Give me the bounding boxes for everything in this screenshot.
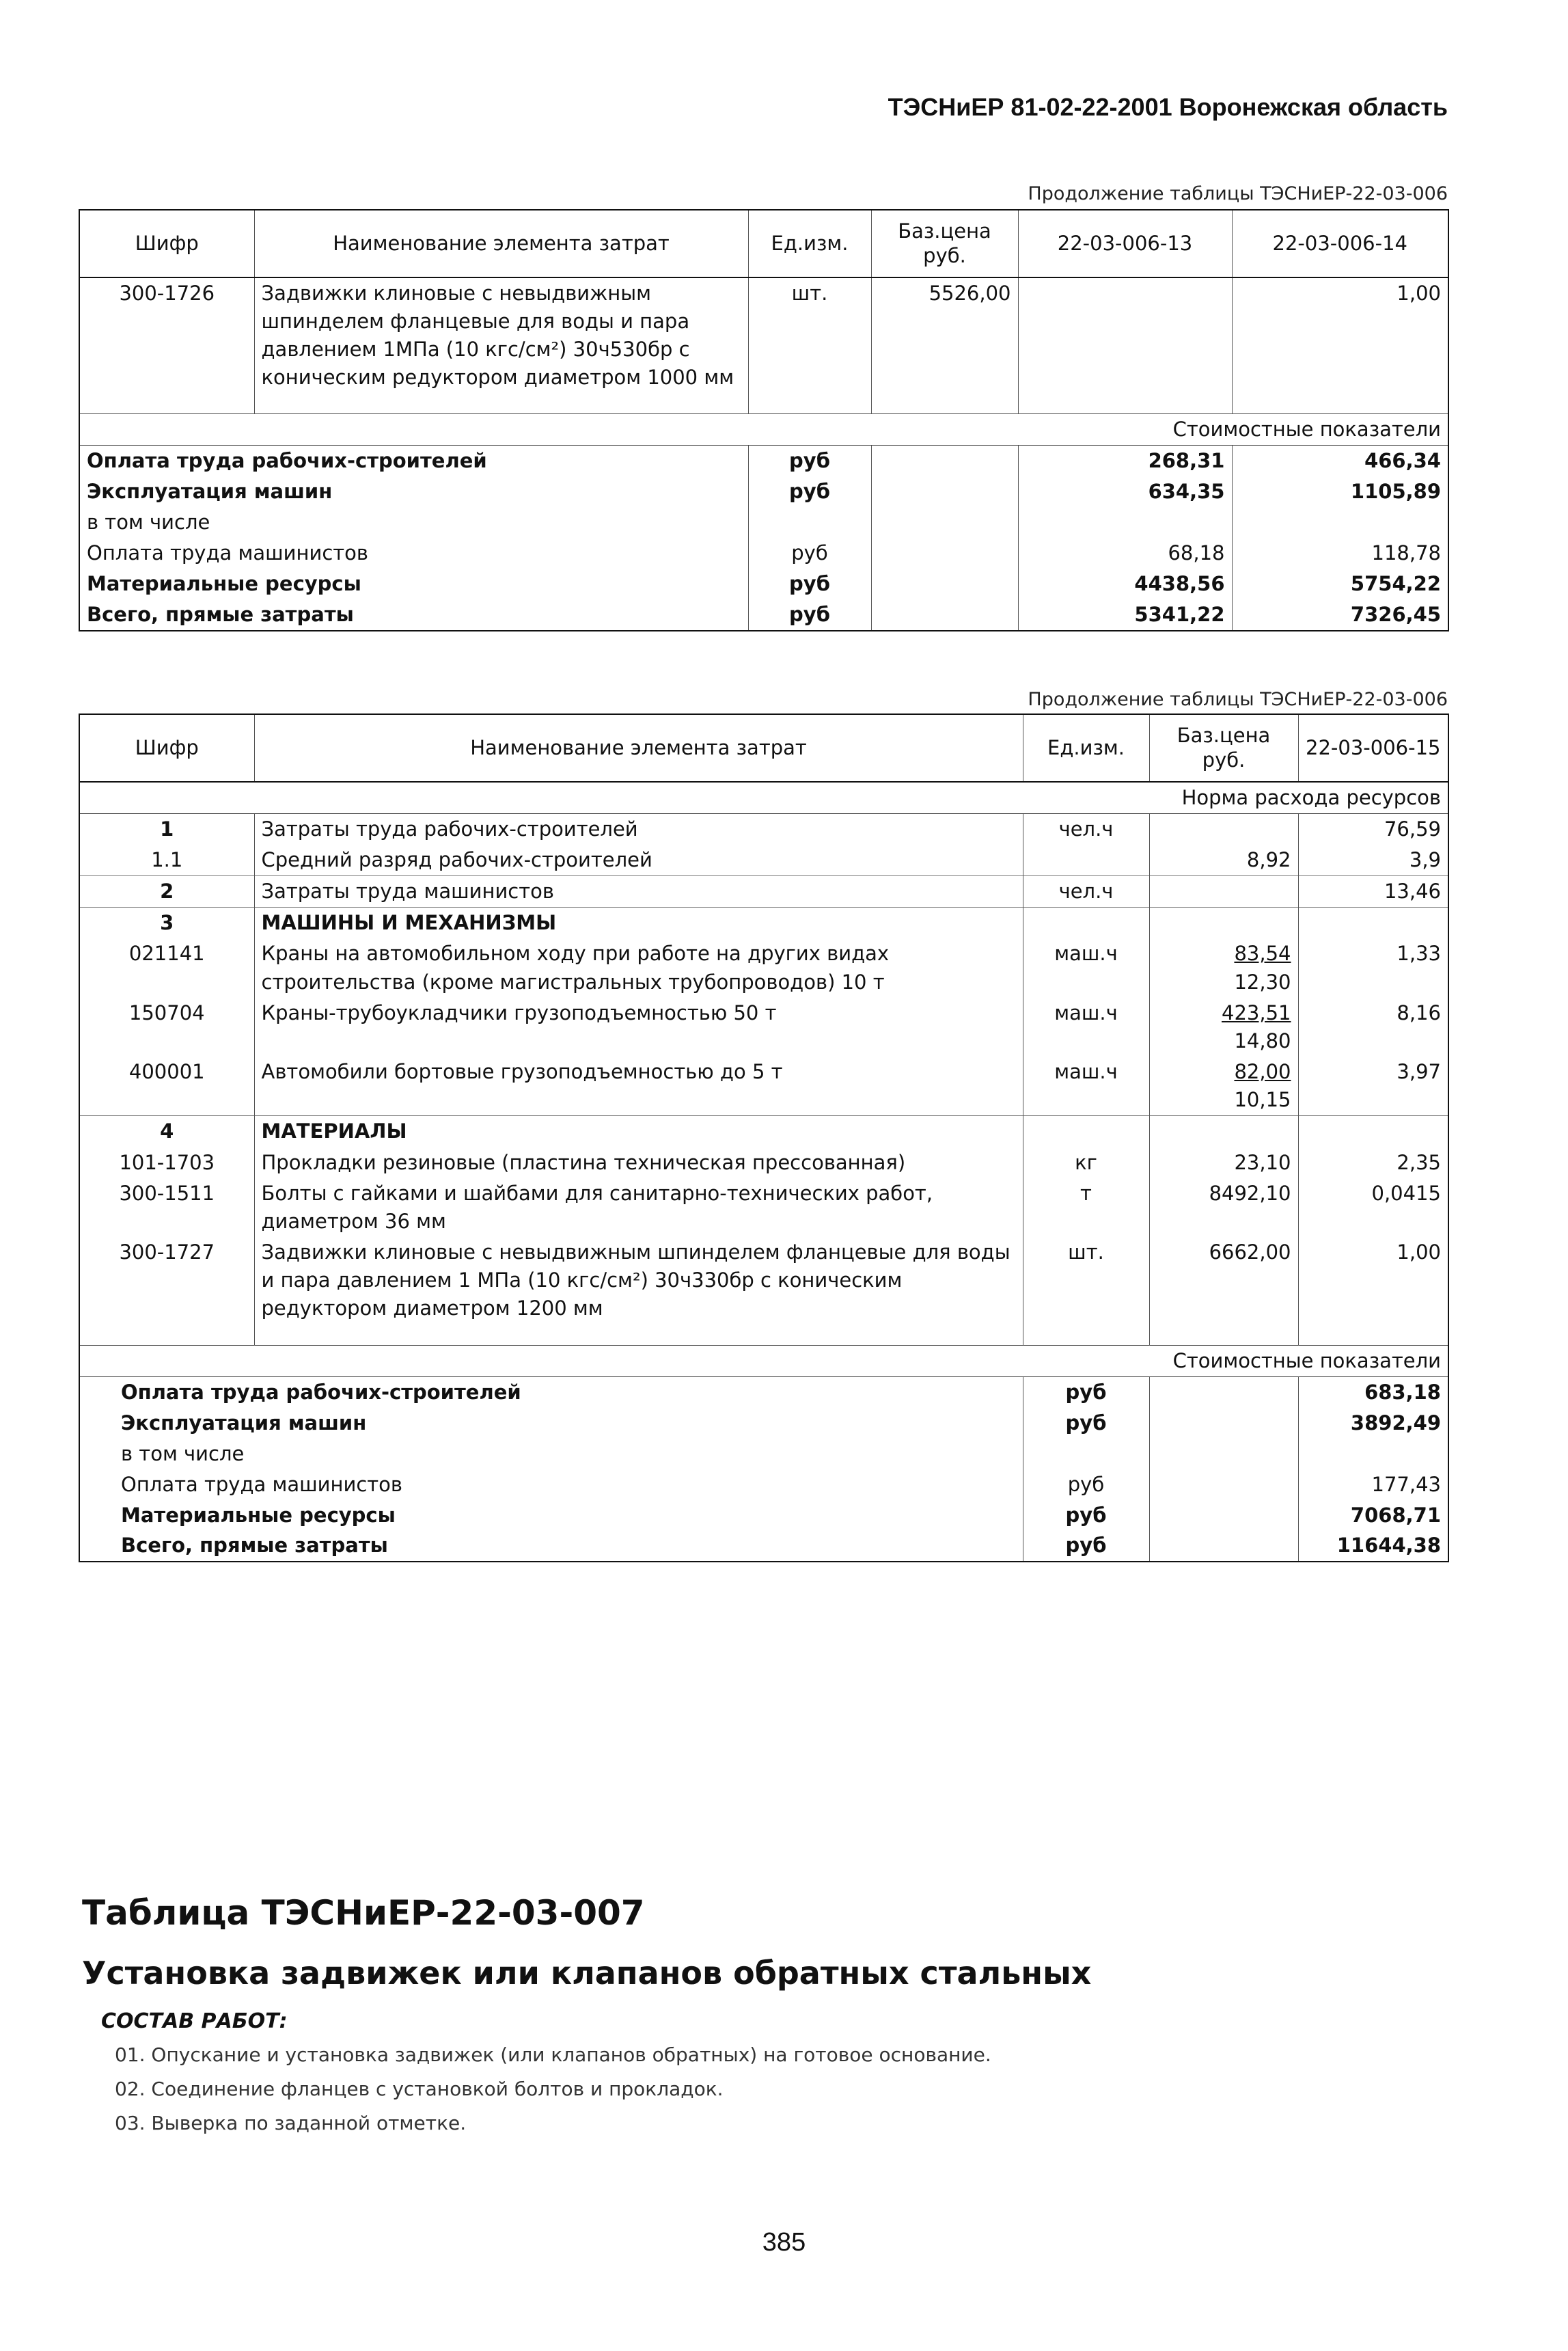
- row-name: Краны-трубоукладчики грузоподъемностью 50 т: [254, 998, 1023, 1057]
- table-row: [79, 277, 1448, 394]
- section-table-title: Таблица ТЭСНиЕР-22-03-007: [82, 1893, 645, 1933]
- total-col-13: 4438,56: [1018, 569, 1232, 599]
- header-name: Наименование элемента затрат: [254, 210, 748, 277]
- total-row: [79, 599, 1448, 631]
- item-unit: шт.: [748, 277, 871, 394]
- item-name: Задвижки клиновые с невыдвижным шпинделем фланцевые для воды и пара давлением 1МПа (10 кгс/см²) 30ч530бр с коническим редуктором диаметром 1000 мм: [254, 277, 748, 394]
- total-col-14: 466,34: [1232, 446, 1448, 476]
- row-unit: маш.ч: [1023, 1057, 1149, 1116]
- resource-table-1: [79, 209, 1449, 631]
- row-price: 423,51: [1222, 1001, 1291, 1024]
- row-value: 8,16: [1298, 998, 1448, 1057]
- header-code: Шифр: [79, 210, 254, 277]
- header-unit: Ед.изм.: [748, 210, 871, 277]
- table-row: [79, 813, 1448, 845]
- total-value: 683,18: [1298, 1376, 1448, 1407]
- cost-section-row: [79, 414, 1448, 446]
- works-list: [115, 2043, 991, 2146]
- row-name: МАШИНЫ И МЕХАНИЗМЫ: [254, 908, 1023, 939]
- row-unit: чел.ч: [1023, 876, 1149, 908]
- total-col-14: 5754,22: [1232, 569, 1448, 599]
- row-price: 23,10: [1149, 1147, 1298, 1178]
- row-value: 1,33: [1298, 938, 1448, 997]
- total-label: Эксплуатация машин: [79, 476, 748, 507]
- row-code: 101-1703: [79, 1147, 254, 1178]
- table-row: [79, 876, 1448, 908]
- item-col-13: [1018, 277, 1232, 394]
- row-value: 13,46: [1298, 876, 1448, 908]
- table2-continuation-caption: Продолжение таблицы ТЭСНиЕР-22-03-006: [1028, 689, 1448, 710]
- row-unit: т: [1023, 1178, 1149, 1237]
- row-code: 150704: [79, 998, 254, 1057]
- row-name: МАТЕРИАЛЫ: [254, 1116, 1023, 1147]
- total-unit: руб: [748, 446, 871, 476]
- row-code: 300-1727: [79, 1237, 254, 1324]
- row-price: 8492,10: [1149, 1178, 1298, 1237]
- row-name: Затраты труда машинистов: [254, 876, 1023, 908]
- row-code: 400001: [79, 1057, 254, 1116]
- total-unit: руб: [748, 569, 871, 599]
- item-code: 300-1726: [79, 277, 254, 394]
- works-heading: СОСТАВ РАБОТ:: [101, 2009, 288, 2033]
- header-col-15: 22-03-006-15: [1298, 714, 1448, 782]
- total-col-13: 68,18: [1018, 538, 1232, 569]
- header-code: Шифр: [79, 714, 254, 782]
- row-unit: шт.: [1023, 1237, 1149, 1324]
- total-row: [79, 476, 1448, 507]
- total-unit: руб: [1023, 1469, 1149, 1500]
- item-price: 5526,00: [871, 277, 1018, 394]
- row-value: 3,97: [1298, 1057, 1448, 1116]
- total-label: в том числе: [79, 1439, 1023, 1469]
- running-header: ТЭСНиЕР 81-02-22-2001 Воронежская область: [888, 93, 1448, 121]
- row-name: Прокладки резиновые (пластина техническая прессованная): [254, 1147, 1023, 1178]
- total-row: [79, 538, 1448, 569]
- table1-continuation-caption: Продолжение таблицы ТЭСНиЕР-22-03-006: [1028, 183, 1448, 204]
- table-row: [79, 1057, 1448, 1116]
- row-price-secondary: 14,80: [1234, 1029, 1291, 1052]
- total-row: [79, 569, 1448, 599]
- total-label: в том числе: [79, 507, 748, 538]
- total-unit: руб: [1023, 1408, 1149, 1439]
- header-col-13: 22-03-006-13: [1018, 210, 1232, 277]
- row-code: 1.1: [79, 845, 254, 876]
- header-price: Баз.цена руб.: [1149, 714, 1298, 782]
- total-row: [79, 1530, 1448, 1562]
- total-value: 177,43: [1298, 1469, 1448, 1500]
- total-row: [79, 1376, 1448, 1407]
- table-row: [79, 938, 1448, 997]
- row-price: 6662,00: [1149, 1237, 1298, 1324]
- total-row: [79, 507, 1448, 538]
- section-subtitle: Установка задвижек или клапанов обратных стальных: [82, 1955, 1092, 1992]
- total-unit: руб: [748, 599, 871, 631]
- row-value: 76,59: [1298, 813, 1448, 845]
- total-col-14: 118,78: [1232, 538, 1448, 569]
- table-row: [79, 998, 1448, 1057]
- list-item: 02. Соединение фланцев с установкой болтов и прокладок.: [115, 2078, 724, 2100]
- list-item: 03. Выверка по заданной отметке.: [115, 2112, 467, 2134]
- total-label: Оплата труда рабочих-строителей: [79, 446, 748, 476]
- page-number: 385: [762, 2228, 806, 2257]
- cost-section-label: Стоимостные показатели: [79, 414, 1448, 446]
- row-name: Краны на автомобильном ходу при работе на других видах строительства (кроме магистральных трубопроводов) 10 т: [254, 938, 1023, 997]
- row-name: Затраты труда рабочих-строителей: [254, 813, 1023, 845]
- row-price: [1149, 813, 1298, 845]
- row-price: 82,00: [1234, 1060, 1291, 1084]
- row-code: 4: [79, 1116, 254, 1147]
- total-label: Материальные ресурсы: [79, 1500, 1023, 1531]
- row-price: 83,54: [1234, 942, 1291, 966]
- row-unit: маш.ч: [1023, 938, 1149, 997]
- row-name: Автомобили бортовые грузоподъемностью до 5 т: [254, 1057, 1023, 1116]
- row-price-secondary: 10,15: [1234, 1088, 1291, 1112]
- total-label: Материальные ресурсы: [79, 569, 748, 599]
- table-row: [79, 845, 1448, 876]
- item-col-14: 1,00: [1232, 277, 1448, 394]
- header-unit: Ед.изм.: [1023, 714, 1149, 782]
- total-label: Оплата труда машинистов: [79, 538, 748, 569]
- row-code: 2: [79, 876, 254, 908]
- row-code: 300-1511: [79, 1178, 254, 1237]
- norm-section-label: Норма расхода ресурсов: [79, 782, 1448, 814]
- total-value: 7068,71: [1298, 1500, 1448, 1531]
- row-name: Средний разряд рабочих-строителей: [254, 845, 1023, 876]
- cost-section-label: Стоимостные показатели: [79, 1345, 1448, 1376]
- total-row: [79, 1408, 1448, 1439]
- header-col-14: 22-03-006-14: [1232, 210, 1448, 277]
- total-value: 3892,49: [1298, 1408, 1448, 1439]
- cost-section-row: [79, 1345, 1448, 1376]
- total-label: Эксплуатация машин: [79, 1408, 1023, 1439]
- total-col-14: 1105,89: [1232, 476, 1448, 507]
- table1-header-row: [79, 210, 1448, 277]
- total-row: [79, 446, 1448, 476]
- total-label: Оплата труда машинистов: [79, 1469, 1023, 1500]
- row-value: 2,35: [1298, 1147, 1448, 1178]
- row-unit: кг: [1023, 1147, 1149, 1178]
- row-name: Болты с гайками и шайбами для санитарно-технических работ, диаметром 36 мм: [254, 1178, 1023, 1237]
- total-row: [79, 1439, 1448, 1469]
- total-row: [79, 1500, 1448, 1531]
- total-col-13: 5341,22: [1018, 599, 1232, 631]
- total-value: 11644,38: [1298, 1530, 1448, 1562]
- row-unit: чел.ч: [1023, 813, 1149, 845]
- row-value: 1,00: [1298, 1237, 1448, 1324]
- total-col-14: 7326,45: [1232, 599, 1448, 631]
- total-col-13: 268,31: [1018, 446, 1232, 476]
- row-price-secondary: 12,30: [1234, 970, 1291, 994]
- row-name: Задвижки клиновые с невыдвижным шпинделем фланцевые для воды и пара давлением 1 МПа (10 кгс/см²) 30ч330бр с коническим редуктором диаметром 1200 мм: [254, 1237, 1023, 1324]
- resource-table-2: [79, 714, 1449, 1562]
- header-price: Баз.цена руб.: [871, 210, 1018, 277]
- row-value: 0,0415: [1298, 1178, 1448, 1237]
- table-row: [79, 1147, 1448, 1178]
- row-code: 1: [79, 813, 254, 845]
- header-name: Наименование элемента затрат: [254, 714, 1023, 782]
- total-unit: руб: [1023, 1500, 1149, 1531]
- table-row: [79, 1237, 1448, 1324]
- row-code: 3: [79, 908, 254, 939]
- norm-section-row: [79, 782, 1448, 814]
- total-unit: руб: [748, 538, 871, 569]
- table-row: [79, 1178, 1448, 1237]
- table2-header-row: [79, 714, 1448, 782]
- row-price: [1149, 876, 1298, 908]
- list-item: 01. Опускание и установка задвижек (или клапанов обратных) на готовое основание.: [115, 2043, 991, 2066]
- total-unit: руб: [1023, 1530, 1149, 1562]
- row-unit: [1023, 845, 1149, 876]
- total-label: Всего, прямые затраты: [79, 1530, 1023, 1562]
- row-code: 021141: [79, 938, 254, 997]
- row-value: 3,9: [1298, 845, 1448, 876]
- table-row: [79, 908, 1448, 939]
- total-unit: руб: [1023, 1376, 1149, 1407]
- row-price: 8,92: [1149, 845, 1298, 876]
- total-label: Оплата труда рабочих-строителей: [79, 1376, 1023, 1407]
- table-row: [79, 1116, 1448, 1147]
- total-row: [79, 1469, 1448, 1500]
- row-unit: маш.ч: [1023, 998, 1149, 1057]
- total-unit: руб: [748, 476, 871, 507]
- total-label: Всего, прямые затраты: [79, 599, 748, 631]
- total-col-13: 634,35: [1018, 476, 1232, 507]
